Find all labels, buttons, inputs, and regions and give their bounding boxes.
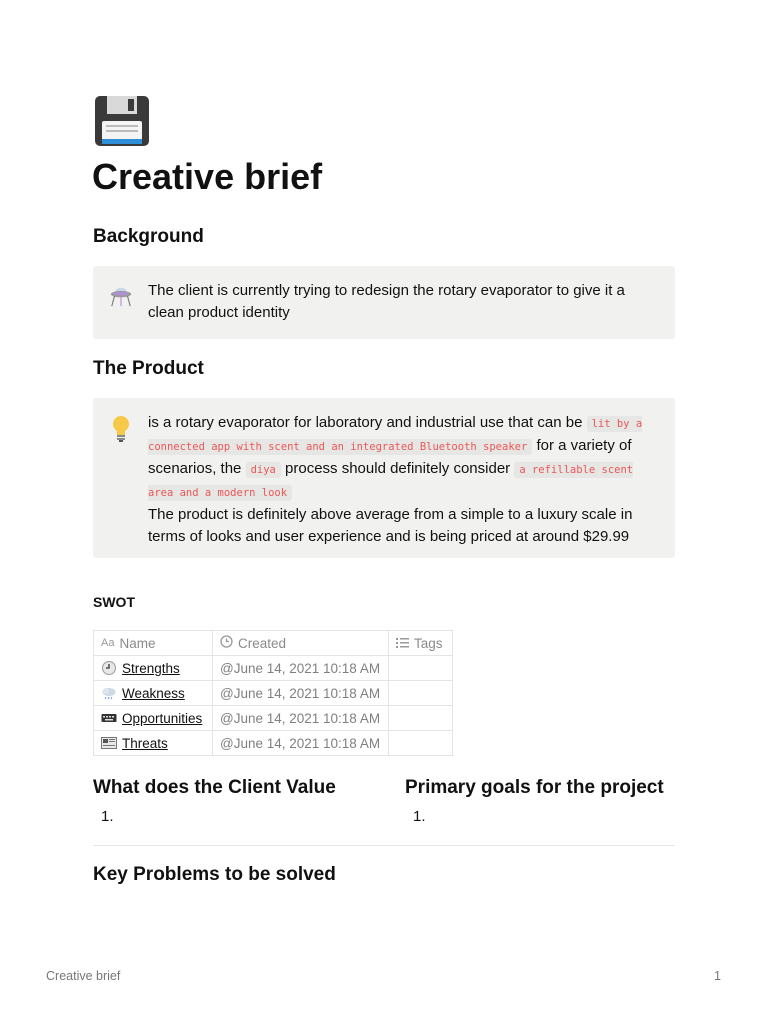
column-header-tags[interactable] [389,631,453,656]
inline-code-diya: diya [246,462,281,478]
product-text-2: for a variety of scenarios, the [148,437,632,477]
row-tags-cell[interactable] [389,681,453,706]
keyboard-emoji-icon [101,711,117,725]
row-created-cell: @June 14, 2021 10:18 AM [213,731,389,756]
footer-title: Creative brief [46,969,121,983]
background-callout-text: The client is currently trying to redesign the rotary evaporator to give it a clean product identity [148,282,625,321]
column-label: Name [119,635,156,651]
newspaper-emoji-icon [101,736,117,750]
row-link-threats[interactable]: Threats [122,735,168,751]
column-label: Created [238,635,287,651]
primary-goals-column [405,776,685,825]
ufo-icon[interactable] [109,284,133,308]
table-row[interactable] [94,731,453,756]
cloud-emoji-icon [101,686,117,700]
light-bulb-icon[interactable] [109,416,133,440]
inline-code-scent: a refillable scent area and a modern look [148,464,634,499]
floppy-disk-icon[interactable] [94,95,150,147]
background-callout [93,266,675,339]
row-link-opportunities[interactable]: Opportunities [122,710,203,726]
row-tags-cell[interactable] [389,706,453,731]
column-header-name[interactable] [94,631,213,656]
row-name-cell [94,656,213,681]
product-callout [93,398,675,558]
product-text-3: process should definitely consider [280,460,515,477]
inline-code-feature: lit by a connected app with scent and an integrated Bluetooth speaker [148,418,643,453]
row-link-strengths[interactable]: Strengths [122,660,180,676]
clock-emoji-icon [101,661,117,675]
row-name-cell [94,681,213,706]
row-created-cell: @June 14, 2021 10:18 AM [213,656,389,681]
page-number: 1 [714,969,721,983]
product-callout-text [148,412,659,548]
table-row[interactable] [94,706,453,731]
primary-goals-heading: Primary goals for the project [405,777,664,798]
client-value-column [93,776,383,825]
text-property-icon: Aa [101,637,115,649]
swot-table [93,630,453,756]
list-item-number: 1. [101,808,114,825]
row-name-cell [94,706,213,731]
row-name-cell [94,731,213,756]
product-text-4: The product is definitely above average from a simple to a luxury scale in terms of looks and user experience and is being priced at around $29.99 [148,506,633,545]
row-tags-cell[interactable] [389,731,453,756]
row-created-cell: @June 14, 2021 10:18 AM [213,681,389,706]
table-header-row [94,631,453,656]
list-icon [396,636,409,651]
background-heading: Background [93,226,204,247]
column-label: Tags [414,635,443,651]
row-created-cell: @June 14, 2021 10:18 AM [213,706,389,731]
list-item-number: 1. [413,808,426,825]
row-link-weakness[interactable]: Weakness [122,685,185,701]
column-header-created[interactable] [213,631,389,656]
client-value-heading: What does the Client Value [93,777,336,798]
clock-icon [220,635,233,651]
page-title: Creative brief [92,156,323,197]
divider [93,845,675,846]
row-tags-cell[interactable] [389,656,453,681]
product-heading: The Product [93,358,204,379]
table-row[interactable] [94,681,453,706]
swot-label: SWOT [93,594,135,610]
table-row[interactable] [94,656,453,681]
product-text-1: is a rotary evaporator for laboratory and industrial use that can be [148,414,587,431]
key-problems-heading: Key Problems to be solved [93,864,336,885]
